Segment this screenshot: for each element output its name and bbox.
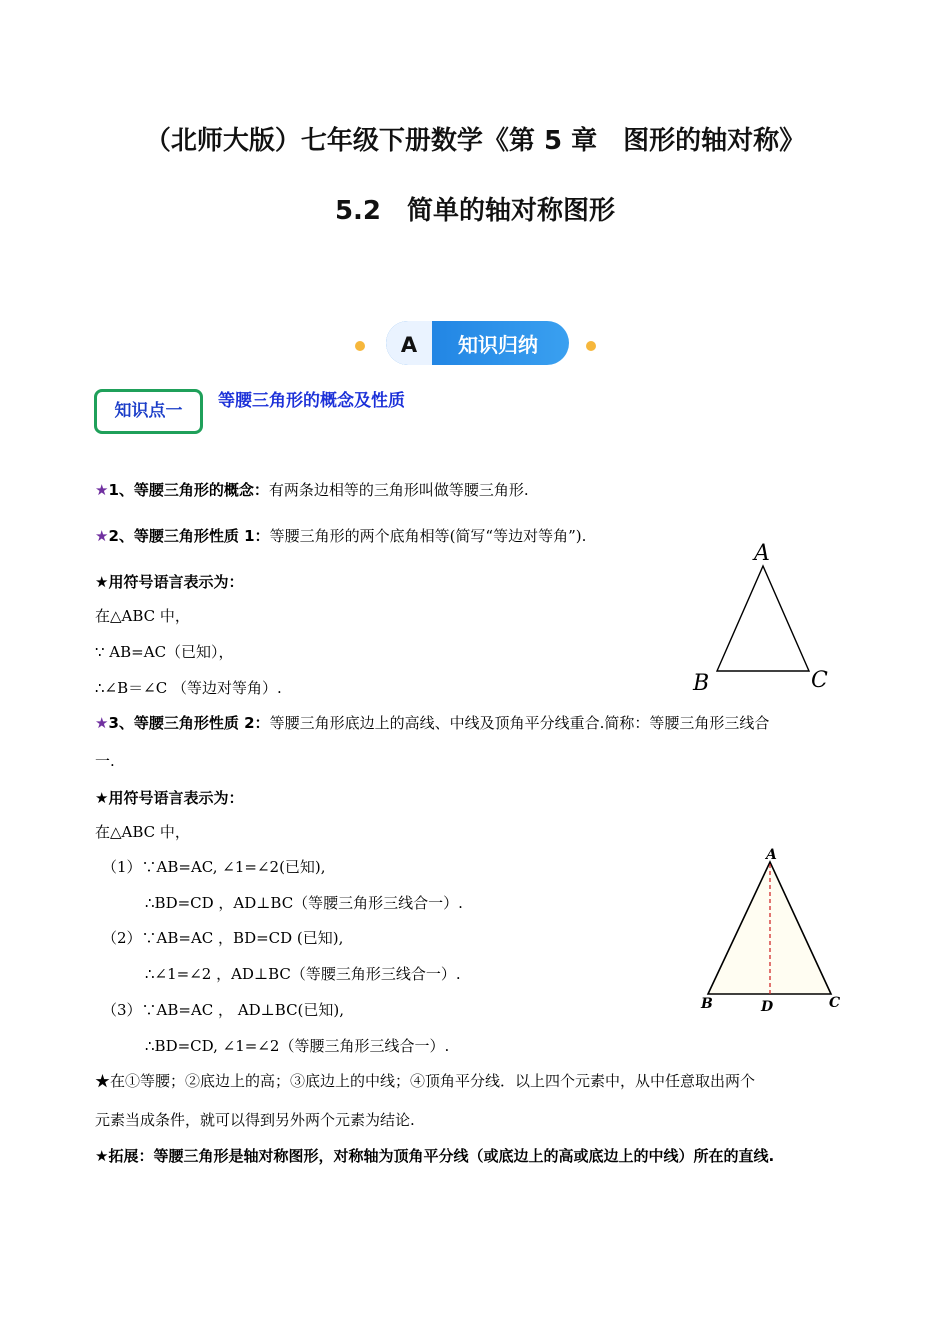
star-icon: ★: [95, 714, 109, 732]
triangle-figure-1: [685, 535, 835, 700]
knowledge-point-badge: 知识点一: [94, 389, 203, 434]
proof2-line5: ∴∠1=∠2 ，AD⊥BC（等腰三角形三线合一）.: [145, 965, 461, 983]
section-banner: [270, 318, 682, 370]
star-icon: ★: [95, 481, 109, 499]
concept-text: 有两条边相等的三角形叫做等腰三角形.: [268, 481, 529, 499]
symbol-heading-2: ★用符号语言表示为：: [95, 789, 244, 807]
concept-line: [95, 479, 529, 501]
extension-line: ★拓展：等腰三角形是轴对称图形，对称轴为顶角平分线（或底边上的高或底边上的中线）所在的直线.: [95, 1147, 775, 1165]
knowledge-point-title: 等腰三角形的概念及性质: [218, 391, 405, 411]
note-line1: ★在①等腰；②底边上的高；③底边上的中线；④顶角平分线．以上四个元素中，从中任意取出两个: [95, 1072, 756, 1090]
section-letter: A: [400, 333, 418, 357]
proof1-line1: 在△ABC 中，: [95, 607, 190, 625]
star-icon: ★: [95, 527, 109, 545]
proof1-line2: ∵ AB=AC（已知），: [95, 643, 234, 661]
vertex-a-label: A: [754, 541, 770, 566]
vertex-c-label: C: [829, 995, 841, 1011]
page-title: （北师大版）七年级下册数学《第 5 章 图形的轴对称》: [144, 126, 806, 156]
proof2-line1: 在△ABC 中，: [95, 823, 190, 841]
vertex-c-label: C: [811, 668, 828, 693]
vertex-b-label: B: [701, 996, 713, 1012]
point-d-label: D: [761, 999, 774, 1015]
triangle-abc: [717, 566, 809, 671]
section-label: 知识归纳: [458, 333, 538, 357]
prop2-text: 等腰三角形底边上的高线、中线及顶角平分线重合.简称：等腰三角形三线合: [269, 714, 770, 732]
prop1-line: [95, 525, 586, 547]
prop2-line: [95, 712, 769, 734]
page-subtitle: 5.2 简单的轴对称图形: [334, 196, 616, 226]
triangle-figure-2: [695, 840, 855, 1020]
proof2-line3: ∴BD=CD ，AD⊥BC（等腰三角形三线合一）.: [145, 894, 463, 912]
proof1-line3: ∴∠B＝∠C （等边对等角）.: [95, 679, 282, 697]
prop2-text-cont: 一.: [95, 752, 115, 770]
symbol-heading-1: ★用符号语言表示为：: [95, 573, 244, 591]
concept-label: 1、等腰三角形的概念：: [108, 481, 269, 499]
proof2-line7: ∴BD=CD, ∠1=∠2（等腰三角形三线合一）.: [145, 1037, 450, 1055]
prop1-text: 等腰三角形的两个底角相等(简写“等边对等角”).: [269, 527, 587, 545]
prop2-label: 3、等腰三角形性质 2：: [108, 714, 270, 732]
vertex-b-label: B: [693, 671, 710, 696]
proof2-line2: （1）∵AB=AC, ∠1=∠2(已知),: [102, 858, 326, 876]
proof2-line6: （3）∵AB=AC ， AD⊥BC(已知),: [102, 1001, 345, 1019]
prop1-label: 2、等腰三角形性质 1：: [108, 527, 270, 545]
vertex-a-label: A: [766, 847, 777, 863]
proof2-line4: （2）∵AB=AC ，BD=CD (已知),: [102, 929, 344, 947]
note-line2: 元素当成条件，就可以得到另外两个元素为结论.: [95, 1111, 415, 1129]
